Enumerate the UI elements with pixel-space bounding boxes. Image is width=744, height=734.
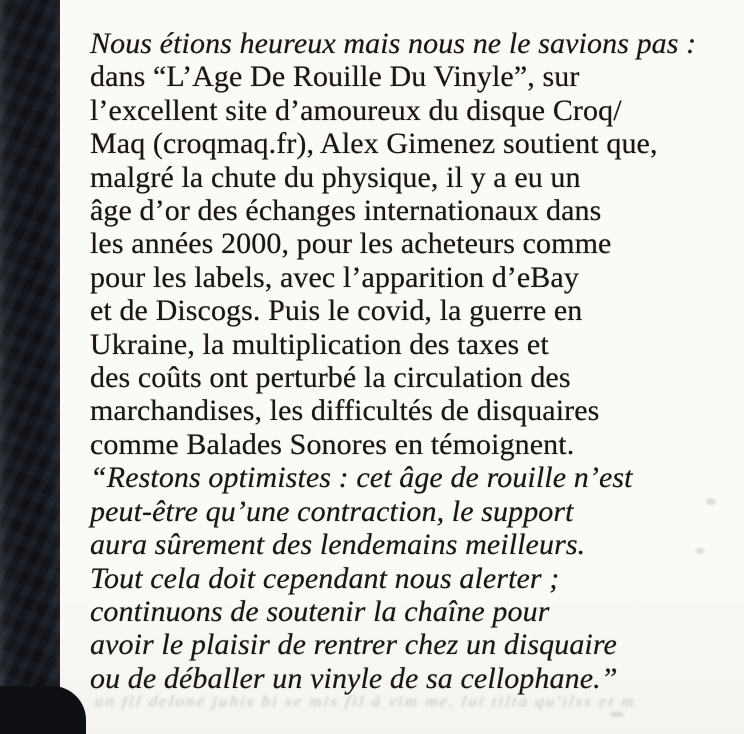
- text-line: Maq (croqmaq.fr), Alex Gimenez soutient que,: [90, 127, 658, 161]
- text-line: l’excellent site d’amoureux du disque Croq/: [90, 93, 622, 127]
- paper-speck: [706, 498, 716, 505]
- paper-speck: [696, 548, 704, 554]
- text-line: Ukraine, la multiplication des taxes et: [90, 327, 549, 361]
- text-line: Tout cela doit cependant nous alerter ;: [90, 561, 560, 595]
- article-text: [90, 27, 738, 695]
- text-line: et de Discogs. Puis le covid, la guerre en: [90, 294, 583, 328]
- text-line: ou de déballer un vinyle de sa cellophane.”: [90, 661, 618, 695]
- text-line: des coûts ont perturbé la circulation des: [90, 361, 571, 395]
- text-line: comme Balades Sonores en témoignent.: [90, 427, 575, 461]
- left-page-edge-bar-foot: [0, 686, 86, 734]
- text-line: aura sûrement des lendemains meilleurs.: [90, 528, 586, 562]
- text-line: Nous étions heureux mais nous ne le savions pas :: [90, 27, 697, 60]
- text-line: dans “L’Age De Rouille Du Vinyle”, sur: [90, 60, 580, 94]
- text-line: pour les labels, avec l’apparition d’eBay: [90, 260, 579, 294]
- text-line: peut-être qu’une contraction, le support: [90, 494, 574, 528]
- text-line: malgré la chute du physique, il y a eu un: [90, 160, 581, 194]
- text-line: marchandises, les difficultés de disquaires: [90, 394, 600, 428]
- left-page-edge-bar: [0, 0, 60, 734]
- text-line: avoir le plaisir de rentrer chez un disquaire: [90, 628, 617, 662]
- paper-speck: [610, 712, 624, 717]
- text-line: âge d’or des échanges internationaux dans: [90, 194, 602, 228]
- bleed-through-text: un fil deloné juhis bi se mis fil à vim me, lui tilta qu'ilss et m: [94, 693, 637, 711]
- text-line: “Restons optimistes : cet âge de rouille n’est: [90, 461, 633, 495]
- text-line: continuons de soutenir la chaîne pour: [90, 594, 550, 628]
- text-line: les années 2000, pour les acheteurs comme: [90, 227, 612, 261]
